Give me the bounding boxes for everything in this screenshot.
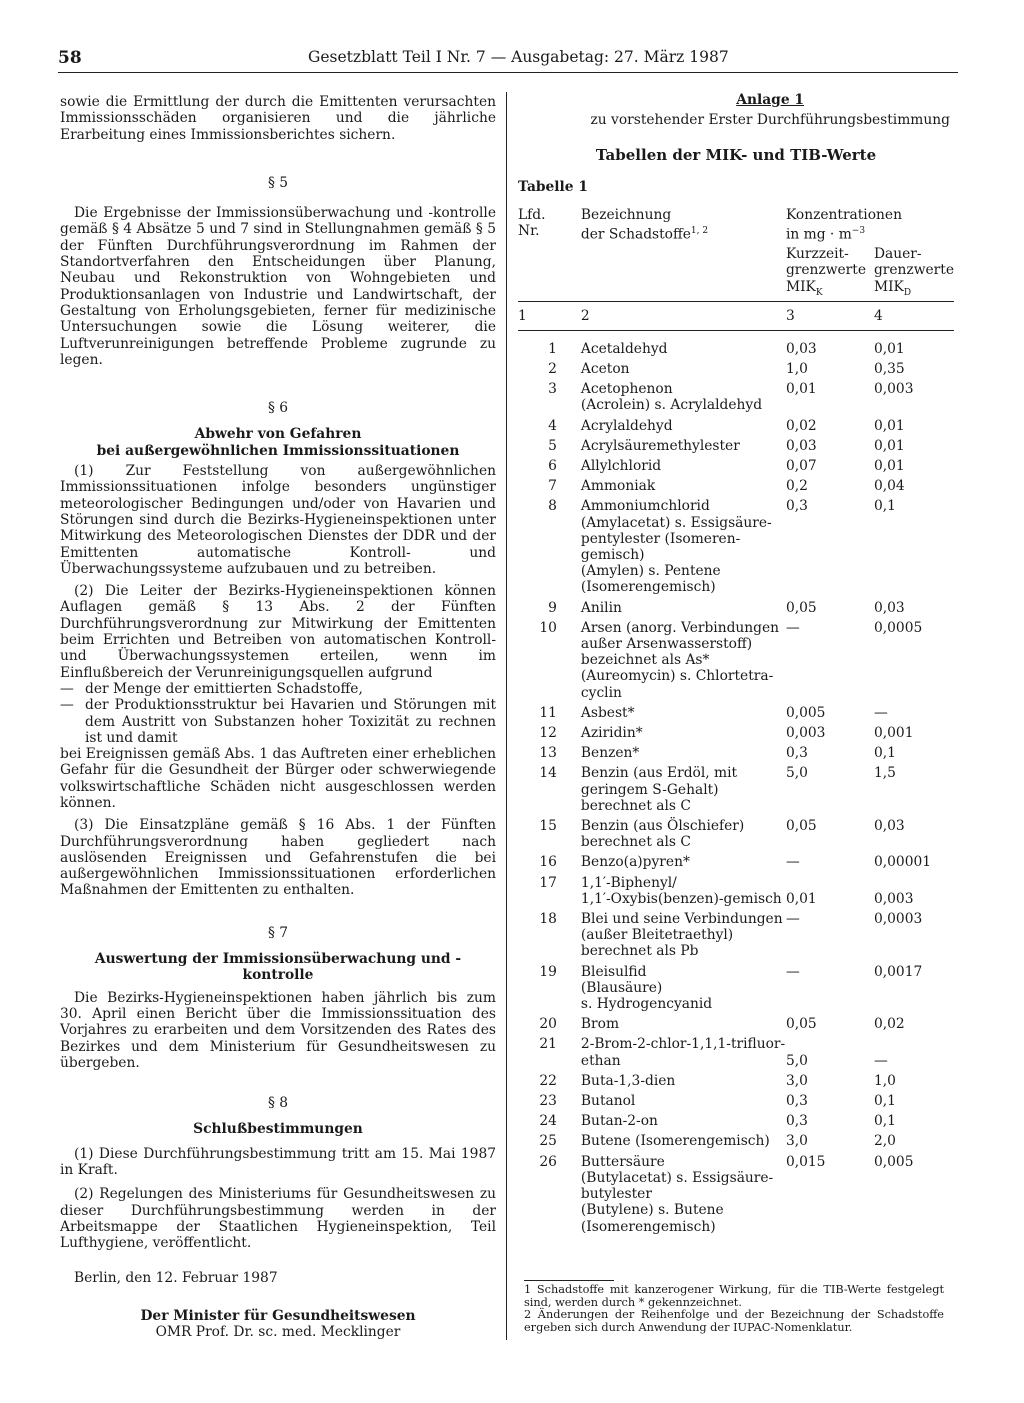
row-number: 5 xyxy=(548,437,557,454)
table-row xyxy=(518,1093,954,1113)
values-table xyxy=(518,207,954,1239)
section-7-number: § 7 xyxy=(267,924,289,941)
header-lfd: Lfd. xyxy=(518,207,546,224)
value-mik-k: 5,0 xyxy=(785,1052,808,1069)
table-row xyxy=(518,498,954,599)
substance-name: Acetophenon (Acrolein) s. Acrylaldehyd xyxy=(580,381,763,414)
value-mik-k: 0,01 xyxy=(785,890,817,907)
substance-name: Butan-2-on xyxy=(580,1113,658,1130)
section-5-text: Die Ergebnisse der Immissionsüberwachung und -kontrolle gemäß § 4 Absätze 5 und 7 sind in Stellungnahmen gemäß § 5 der Fünften Durchführungsverordnung im Rahmen der Standortverfahren den Entscheidungen über Planung, Neubau und Rekonstruktion von Wohngebieten und Produktionsanlagen von Industrie und Landwirtschaft, der Gestaltung von Erholungsgebieten, ferner für medizinische Untersuchungen sowie die Lösung weiterer, die Luftverunreinigungen betreffende Probleme zugrunde zu legen. xyxy=(60,205,496,368)
value-mik-d: 0,04 xyxy=(873,478,905,495)
value-mik-k: 0,015 xyxy=(785,1153,826,1170)
value-mik-k: — xyxy=(785,963,800,980)
value-mik-d: 0,1 xyxy=(873,745,896,762)
header-konz-line2 xyxy=(786,223,954,243)
row-number: 9 xyxy=(548,599,557,616)
column-number-2: 2 xyxy=(580,307,590,324)
footnote-1: 1 Schadstoffe mit kanzerogener Wirkung, für die TIB-Werte festgelegt sind, werden durch * gekennzeichnet. xyxy=(524,1283,944,1309)
value-mik-d: 0,0017 xyxy=(873,963,923,980)
row-number: 1 xyxy=(548,340,557,357)
header-bez-line1: Bezeichnung xyxy=(580,207,672,224)
table-row xyxy=(518,381,954,417)
dash-item-1 xyxy=(60,681,496,697)
right-column xyxy=(518,92,954,1334)
value-mik-k: 0,3 xyxy=(785,498,808,515)
section-6-paragraph-2: (2) Die Leiter der Bezirks-Hygieneinspektionen können Auflagen gemäß § 13 Abs. 2 der Fünften Durchführungsverordnung zur Mitwirkung der Emittenten beim Errichten und Betreiben von automatischen Kontroll- und Überwachungssystemen erteilen, wenn im Einflußbereich der Verunreinigungsquellen aufgrund xyxy=(60,583,496,681)
substance-name: Ammoniumchlorid (Amylacetat) s. Essigsäure- pentylester (Isomeren- gemisch) (Amylen) s. Pentene (Isomerengemisch) xyxy=(580,498,772,596)
section-8-paragraph-1: (1) Diese Durchführungsbestimmung tritt am 15. Mai 1987 in Kraft. xyxy=(60,1145,496,1179)
row-number: 26 xyxy=(539,1153,557,1170)
row-number: 19 xyxy=(539,963,557,980)
table-row xyxy=(518,725,954,745)
table-row xyxy=(518,765,954,818)
value-mik-d: 0,1 xyxy=(873,1093,896,1110)
table-row xyxy=(518,1133,954,1153)
header-bez-line2 xyxy=(581,223,786,243)
substance-name: Asbest* xyxy=(580,704,635,721)
substance-name: Benzin (aus Ölschiefer) berechnet als C xyxy=(580,818,745,851)
value-mik-d: 0,01 xyxy=(873,437,905,454)
value-mik-k: 0,05 xyxy=(785,818,817,835)
row-number: 20 xyxy=(539,1016,557,1033)
section-6-paragraph-3: (3) Die Einsatzpläne gemäß § 16 Abs. 1 der Fünften Durchführungsverordnung haben gegliedert nach auslösenden Ereignissen und Gefahrenstufen die bei außergewöhnlichen Immissionssituationen erforderlichen Maßnahmen der Emittenten zu enthalten. xyxy=(60,817,496,899)
value-mik-d: 0,35 xyxy=(873,360,905,377)
header-dauer-line1: Dauer- xyxy=(873,246,922,263)
section-5-number: § 5 xyxy=(267,174,289,191)
value-mik-k: — xyxy=(785,854,800,871)
row-number: 7 xyxy=(548,478,557,495)
footnote-ref: 1, 2 xyxy=(690,226,709,237)
substance-name: Acrylsäuremethylester xyxy=(580,437,740,454)
page-header xyxy=(58,48,964,70)
substance-name: Aceton xyxy=(580,360,630,377)
header-konzentrationen xyxy=(786,207,954,301)
table-header-row xyxy=(518,207,954,301)
substance-name: Allylchlorid xyxy=(580,457,662,474)
spacer-cell xyxy=(518,330,954,341)
table-row xyxy=(518,1036,954,1072)
value-mik-d: 1,5 xyxy=(873,765,896,782)
unit-exponent: −3 xyxy=(851,226,866,237)
header-dauer-line2: grenzwerte xyxy=(873,262,954,279)
substance-name: 2-Brom-2-chlor-1,1,1-trifluor- ethan xyxy=(580,1036,786,1069)
row-number: 25 xyxy=(539,1133,557,1150)
annex-subtitle: zu vorstehender Erster Durchführungsbestimmung xyxy=(590,112,950,129)
value-mik-k: 0,2 xyxy=(785,478,808,495)
running-title: Gesetzblatt Teil I Nr. 7 — Ausgabetag: 27. März 1987 xyxy=(308,48,729,66)
value-mik-d: — xyxy=(873,704,888,721)
table-row xyxy=(518,911,954,964)
page-number: 58 xyxy=(58,48,82,68)
table-spacer xyxy=(518,330,954,341)
table-row xyxy=(518,964,954,1017)
value-mik-d: 0,03 xyxy=(873,818,905,835)
row-number: 6 xyxy=(548,457,557,474)
row-number: 3 xyxy=(548,381,557,398)
row-number: 14 xyxy=(539,765,557,782)
header-rule xyxy=(58,72,958,73)
table-row xyxy=(518,418,954,438)
place-and-date: Berlin, den 12. Februar 1987 xyxy=(74,1269,278,1286)
value-mik-d: 0,01 xyxy=(873,340,905,357)
signature-title: Der Minister für Gesundheitswesen xyxy=(140,1307,416,1324)
section-8-title: Schlußbestimmungen xyxy=(193,1121,363,1138)
row-number: 21 xyxy=(539,1036,557,1053)
row-number: 8 xyxy=(548,498,557,515)
footnotes xyxy=(524,1280,944,1334)
value-mik-d: 0,001 xyxy=(873,725,914,742)
row-number: 4 xyxy=(548,417,557,434)
row-number: 2 xyxy=(548,360,557,377)
table-row xyxy=(518,620,954,705)
value-mik-k: 0,3 xyxy=(785,1093,808,1110)
value-mik-d: 0,00001 xyxy=(873,854,932,871)
value-mik-k: 0,3 xyxy=(785,745,808,762)
dash-mark: — xyxy=(60,697,74,714)
section-8-paragraph-2: (2) Regelungen des Ministeriums für Gesundheitswesen zu dieser Durchführungsbestimmung werden in der Arbeitsmappe der Staatlichen Hygieneinspektion, Teil Lufthygiene, veröffentlicht. xyxy=(60,1186,496,1252)
section-7-text: Die Bezirks-Hygieneinspektionen haben jährlich bis zum 30. April einen Bericht über die Immissionssituation des Vorjahres zu erarbeiten und dem Vorsitzenden des Rates des Bezirkes und dem Ministerium für Gesundheitswesen zu übergeben. xyxy=(60,989,496,1071)
dash-item-2 xyxy=(60,697,496,746)
substance-name: Brom xyxy=(580,1016,620,1033)
table-row xyxy=(518,438,954,458)
footnote-rule xyxy=(524,1280,614,1281)
header-dauer xyxy=(874,246,954,300)
substance-name: Benzin (aus Erdöl, mit geringem S-Gehalt) berechnet als C xyxy=(580,765,738,814)
table-body xyxy=(518,341,954,1239)
value-mik-k: 0,3 xyxy=(785,1113,808,1130)
table-row xyxy=(518,1154,954,1239)
value-mik-d: 0,0005 xyxy=(873,619,923,636)
value-mik-k: 1,0 xyxy=(785,360,808,377)
value-mik-k: 3,0 xyxy=(785,1133,808,1150)
row-number: 10 xyxy=(539,619,557,636)
value-mik-d: 0,0003 xyxy=(873,911,923,928)
value-mik-d: 0,02 xyxy=(873,1016,905,1033)
header-kurz-line3 xyxy=(786,279,874,301)
section-6-title-line2: bei außergewöhnlichen Immissionssituationen xyxy=(96,442,460,459)
substance-name: Butanol xyxy=(580,1093,636,1110)
substance-name: Benzen* xyxy=(580,745,640,762)
value-mik-k: — xyxy=(785,911,800,928)
substance-name: Buttersäure (Butylacetat) s. Essigsäure- butylester (Butylene) s. Butene (Isomerengemisch) xyxy=(580,1153,774,1235)
row-number: 15 xyxy=(539,818,557,835)
row-number: 13 xyxy=(539,745,557,762)
header-mik-sub: D xyxy=(903,287,912,298)
value-mik-d: 0,1 xyxy=(873,498,896,515)
header-mik-sub: K xyxy=(815,287,823,298)
substance-name: Butene (Isomerengemisch) xyxy=(580,1133,770,1150)
table-row xyxy=(518,458,954,478)
section-7-title: Auswertung der Immissionsüberwachung und -kontrolle xyxy=(94,951,462,984)
row-number: 24 xyxy=(539,1113,557,1130)
row-number: 11 xyxy=(539,704,557,721)
header-dauer-line3 xyxy=(874,279,954,301)
header-konz-unit: in mg · m xyxy=(785,226,852,243)
value-mik-k: 0,03 xyxy=(785,437,817,454)
header-mik: MIK xyxy=(785,278,816,295)
dash-item-1-text: der Menge der emittierten Schadstoffe, xyxy=(85,680,363,697)
table-row xyxy=(518,600,954,620)
value-mik-d: 0,03 xyxy=(873,599,905,616)
value-mik-d: 0,1 xyxy=(873,1113,896,1130)
section-6-number: § 6 xyxy=(267,400,289,417)
substance-name: Benzo(a)pyren* xyxy=(580,854,690,871)
value-mik-k: 0,003 xyxy=(785,725,826,742)
dash-mark: — xyxy=(60,680,74,697)
table-row xyxy=(518,361,954,381)
value-mik-k: 0,02 xyxy=(785,417,817,434)
table-row xyxy=(518,745,954,765)
column-number-1: 1 xyxy=(518,307,527,324)
value-mik-k: 0,07 xyxy=(785,457,817,474)
annex-title: Tabellen der MIK- und TIB-Werte xyxy=(595,145,877,164)
table-row xyxy=(518,705,954,725)
annex-label: Anlage 1 xyxy=(736,92,804,108)
value-mik-k: — xyxy=(785,619,800,636)
section-6-paragraph-1: (1) Zur Feststellung von außergewöhnlichen Immissionssituationen infolge besonders ungünstiger meteorologischer Bedingungen und/oder von Havarien und Störungen sind durch die Bezirks-Hygieneinspektionen unter Mitwirkung des Meteorologischen Dienstes der DDR und der Emittenten automatische Kontroll- und Überwachungssysteme aufzubauen und zu betreiben. xyxy=(60,463,496,577)
table-row xyxy=(518,875,954,911)
column-number-row xyxy=(518,308,954,324)
table-row xyxy=(518,478,954,498)
section-6-title-line1: Abwehr von Gefahren xyxy=(194,426,362,443)
table-row xyxy=(518,1016,954,1036)
substance-name: Blei und seine Verbindungen (außer Bleitetraethyl) berechnet als Pb xyxy=(580,911,783,960)
substance-name: Arsen (anorg. Verbindungen außer Arsenwasserstoff) bezeichnet als As* (Aureomycin) s. Chlortetra- cyclin xyxy=(580,619,780,701)
value-mik-d: 1,0 xyxy=(873,1072,896,1089)
value-mik-k: 0,005 xyxy=(785,704,826,721)
table-row xyxy=(518,341,954,361)
table-row xyxy=(518,818,954,854)
header-lfd-nr xyxy=(518,207,581,301)
header-konz-line1: Konzentrationen xyxy=(785,207,902,224)
row-number: 16 xyxy=(539,854,557,871)
intro-paragraph: sowie die Ermittlung der durch die Emittenten verursachten Immissionsschäden organisieren und die jährliche Erarbeitung eines Immissionsberichtes sichern. xyxy=(60,94,496,143)
header-bezeichnung xyxy=(581,207,786,301)
substance-name: Buta-1,3-dien xyxy=(580,1072,676,1089)
table-label: Tabelle 1 xyxy=(518,178,588,195)
value-mik-d: 0,005 xyxy=(873,1153,914,1170)
table-row xyxy=(518,854,954,874)
substance-name: Acrylaldehyd xyxy=(580,417,673,434)
header-bez-text: der Schadstoffe xyxy=(580,226,691,243)
substance-name: Acetaldehyd xyxy=(580,340,668,357)
header-subcolumns xyxy=(786,246,954,300)
substance-name: Anilin xyxy=(580,599,622,616)
table-row xyxy=(518,1073,954,1093)
value-mik-d: 2,0 xyxy=(873,1133,896,1150)
value-mik-d: 0,003 xyxy=(873,381,914,398)
table-row xyxy=(518,1113,954,1133)
row-number: 18 xyxy=(539,911,557,928)
footnote-2: 2 Änderungen der Reihenfolge und der Bezeichnung der Schadstoffe ergeben sich durch Anwendung der IUPAC-Nomenklatur. xyxy=(524,1308,944,1334)
substance-name: Aziridin* xyxy=(580,725,643,742)
value-mik-d: — xyxy=(873,1052,888,1069)
row-number: 12 xyxy=(539,725,557,742)
header-kurz-line2: grenzwerte xyxy=(785,262,866,279)
left-column xyxy=(60,94,496,1340)
column-number-3: 3 xyxy=(785,307,795,324)
section-8-number: § 8 xyxy=(267,1095,289,1112)
section-6-paragraph-2-continued: bei Ereignissen gemäß Abs. 1 das Auftreten einer erheblichen Gefahr für die Gesundheit der Bürger oder schwerwiegende volkswirtschaftliche Schäden nicht ausgeschlossen werden können. xyxy=(60,746,496,811)
header-mik: MIK xyxy=(873,278,904,295)
column-number-4: 4 xyxy=(873,307,883,324)
value-mik-k: 0,01 xyxy=(785,381,817,398)
row-number: 17 xyxy=(539,874,557,891)
dash-item-2-text: der Produktionsstruktur bei Havarien und Störungen mit dem Austritt von Substanzen hoher Toxizität zu rechnen ist und damit xyxy=(85,697,496,746)
row-number: 23 xyxy=(539,1093,557,1110)
value-mik-d: 0,01 xyxy=(873,417,905,434)
substance-name: Bleisulfid (Blausäure) s. Hydrogencyanid xyxy=(580,963,713,1013)
header-kurz-line1: Kurzzeit- xyxy=(785,246,849,263)
column-divider xyxy=(506,92,507,1340)
header-kurzzeit xyxy=(786,246,874,300)
value-mik-k: 0,05 xyxy=(785,1016,817,1033)
header-nr: Nr. xyxy=(518,223,540,240)
row-number: 22 xyxy=(539,1072,557,1089)
signature-name: OMR Prof. Dr. sc. med. Mecklinger xyxy=(155,1324,401,1341)
value-mik-k: 3,0 xyxy=(785,1072,808,1089)
substance-name: Ammoniak xyxy=(580,478,656,495)
value-mik-k: 5,0 xyxy=(785,765,808,782)
value-mik-d: 0,003 xyxy=(873,890,914,907)
substance-name: 1,1′-Biphenyl/ 1,1′-Oxybis(benzen)-gemisch xyxy=(580,874,782,907)
value-mik-k: 0,03 xyxy=(785,340,817,357)
value-mik-d: 0,01 xyxy=(873,457,905,474)
value-mik-k: 0,05 xyxy=(785,599,817,616)
